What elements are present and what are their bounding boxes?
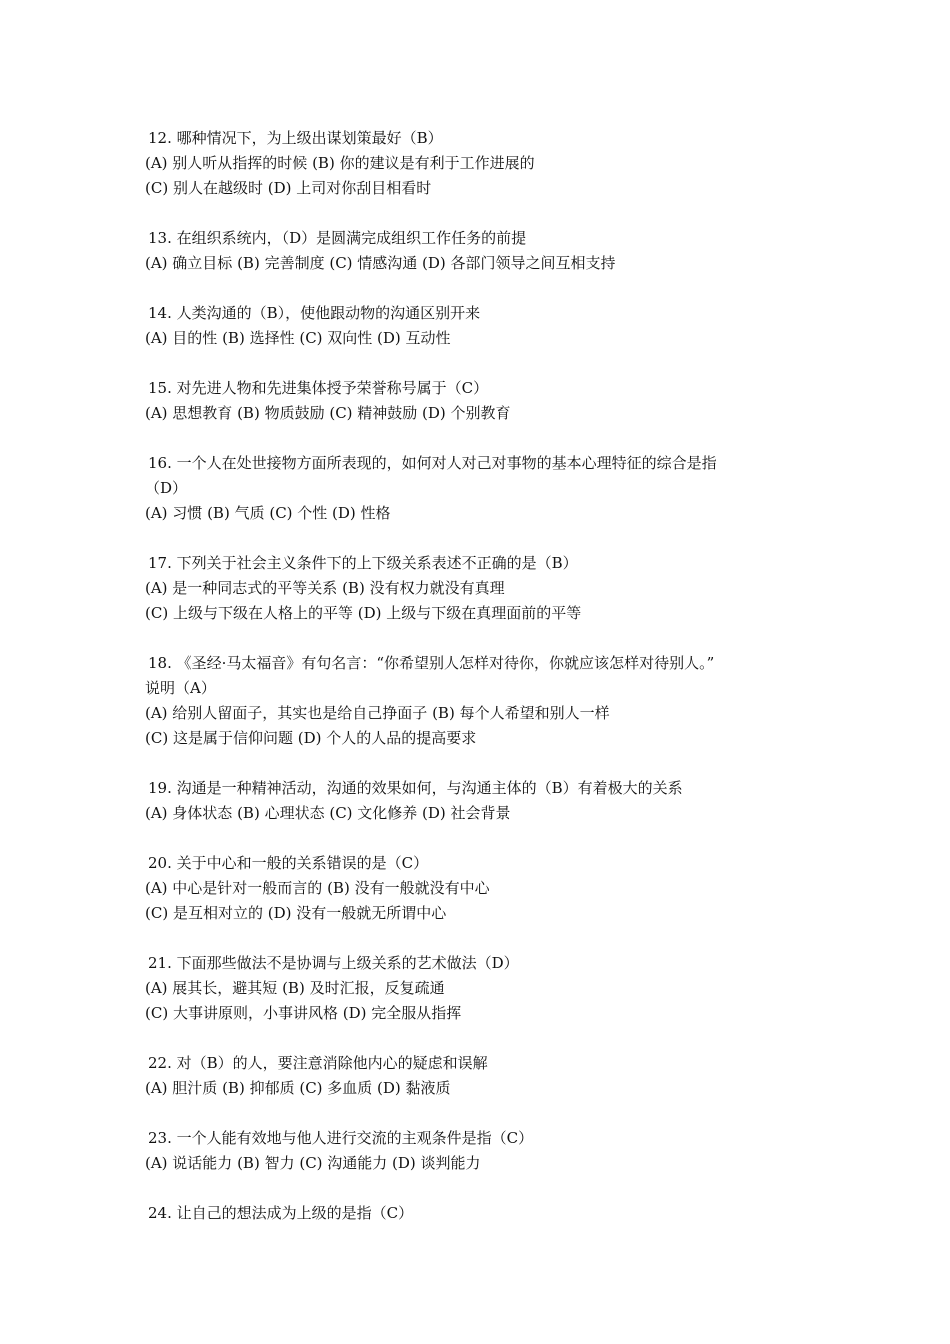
option-line: (A) 中心是针对一般而言的 (B) 没有一般就没有中心 xyxy=(145,879,490,897)
question-stem: 15. 对先进人物和先进集体授予荣誉称号属于（C） xyxy=(148,379,489,397)
question-24 xyxy=(145,1201,815,1226)
question-stem: 14. 人类沟通的（B），使他跟动物的沟通区别开来 xyxy=(148,304,481,322)
question-19 xyxy=(145,776,815,826)
option-line: (C) 这是属于信仰问题 (D) 个人的人品的提高要求 xyxy=(145,729,477,747)
option-line: (C) 上级与下级在人格上的平等 (D) 上级与下级在真理面前的平等 xyxy=(145,604,582,622)
question-stem: 18. 《圣经·马太福音》有句名言：“你希望别人怎样对待你，你就应该怎样对待别人。” xyxy=(148,654,715,672)
question-17 xyxy=(145,551,815,626)
question-list xyxy=(145,126,815,1251)
option-line: (C) 大事讲原则，小事讲风格 (D) 完全服从指挥 xyxy=(145,1004,462,1022)
question-stem: 13. 在组织系统内，（D）是圆满完成组织工作任务的前提 xyxy=(148,229,527,247)
option-line: (A) 确立目标 (B) 完善制度 (C) 情感沟通 (D) 各部门领导之间互相支持 xyxy=(145,254,616,272)
option-line: (C) 别人在越级时 (D) 上司对你刮目相看时 xyxy=(145,179,432,197)
question-12 xyxy=(145,126,815,201)
option-line: (A) 说话能力 (B) 智力 (C) 沟通能力 (D) 谈判能力 xyxy=(145,1154,481,1172)
option-line: (C) 是互相对立的 (D) 没有一般就无所谓中心 xyxy=(145,904,447,922)
question-stem: 23. 一个人能有效地与他人进行交流的主观条件是指（C） xyxy=(148,1129,534,1147)
question-20 xyxy=(145,851,815,926)
question-stem: 24. 让自己的想法成为上级的是指（C） xyxy=(148,1204,414,1222)
question-16 xyxy=(145,451,815,526)
option-line: (A) 目的性 (B) 选择性 (C) 双向性 (D) 互动性 xyxy=(145,329,451,347)
question-stem: 16. 一个人在处世接物方面所表现的，如何对人对己对事物的基本心理特征的综合是指 xyxy=(148,454,717,472)
question-21 xyxy=(145,951,815,1026)
question-14 xyxy=(145,301,815,351)
option-line: (A) 胆汁质 (B) 抑郁质 (C) 多血质 (D) 黏液质 xyxy=(145,1079,451,1097)
question-stem: 22. 对（B）的人，要注意消除他内心的疑虑和误解 xyxy=(148,1054,488,1072)
question-stem: 20. 关于中心和一般的关系错误的是（C） xyxy=(148,854,429,872)
question-13 xyxy=(145,226,815,276)
question-23 xyxy=(145,1126,815,1176)
question-18 xyxy=(145,651,815,751)
question-stem-continued: 说明（A） xyxy=(145,679,216,697)
question-stem: 12. 哪种情况下，为上级出谋划策最好（B） xyxy=(148,129,443,147)
option-line: (A) 身体状态 (B) 心理状态 (C) 文化修养 (D) 社会背景 xyxy=(145,804,511,822)
question-stem: 21. 下面那些做法不是协调与上级关系的艺术做法（D） xyxy=(148,954,519,972)
option-line: (A) 展其长，避其短 (B) 及时汇报，反复疏通 xyxy=(145,979,445,997)
option-line: (A) 给别人留面子，其实也是给自己挣面子 (B) 每个人希望和别人一样 xyxy=(145,704,610,722)
option-line: (A) 思想教育 (B) 物质鼓励 (C) 精神鼓励 (D) 个别教育 xyxy=(145,404,511,422)
option-line: (A) 是一种同志式的平等关系 (B) 没有权力就没有真理 xyxy=(145,579,505,597)
question-22 xyxy=(145,1051,815,1101)
question-stem-continued: （D） xyxy=(145,479,188,497)
option-line: (A) 别人听从指挥的时候 (B) 你的建议是有利于工作进展的 xyxy=(145,154,535,172)
question-stem: 19. 沟通是一种精神活动，沟通的效果如何，与沟通主体的（B）有着极大的关系 xyxy=(148,779,683,797)
question-stem: 17. 下列关于社会主义条件下的上下级关系表述不正确的是（B） xyxy=(148,554,578,572)
option-line: (A) 习惯 (B) 气质 (C) 个性 (D) 性格 xyxy=(145,504,391,522)
question-15 xyxy=(145,376,815,426)
